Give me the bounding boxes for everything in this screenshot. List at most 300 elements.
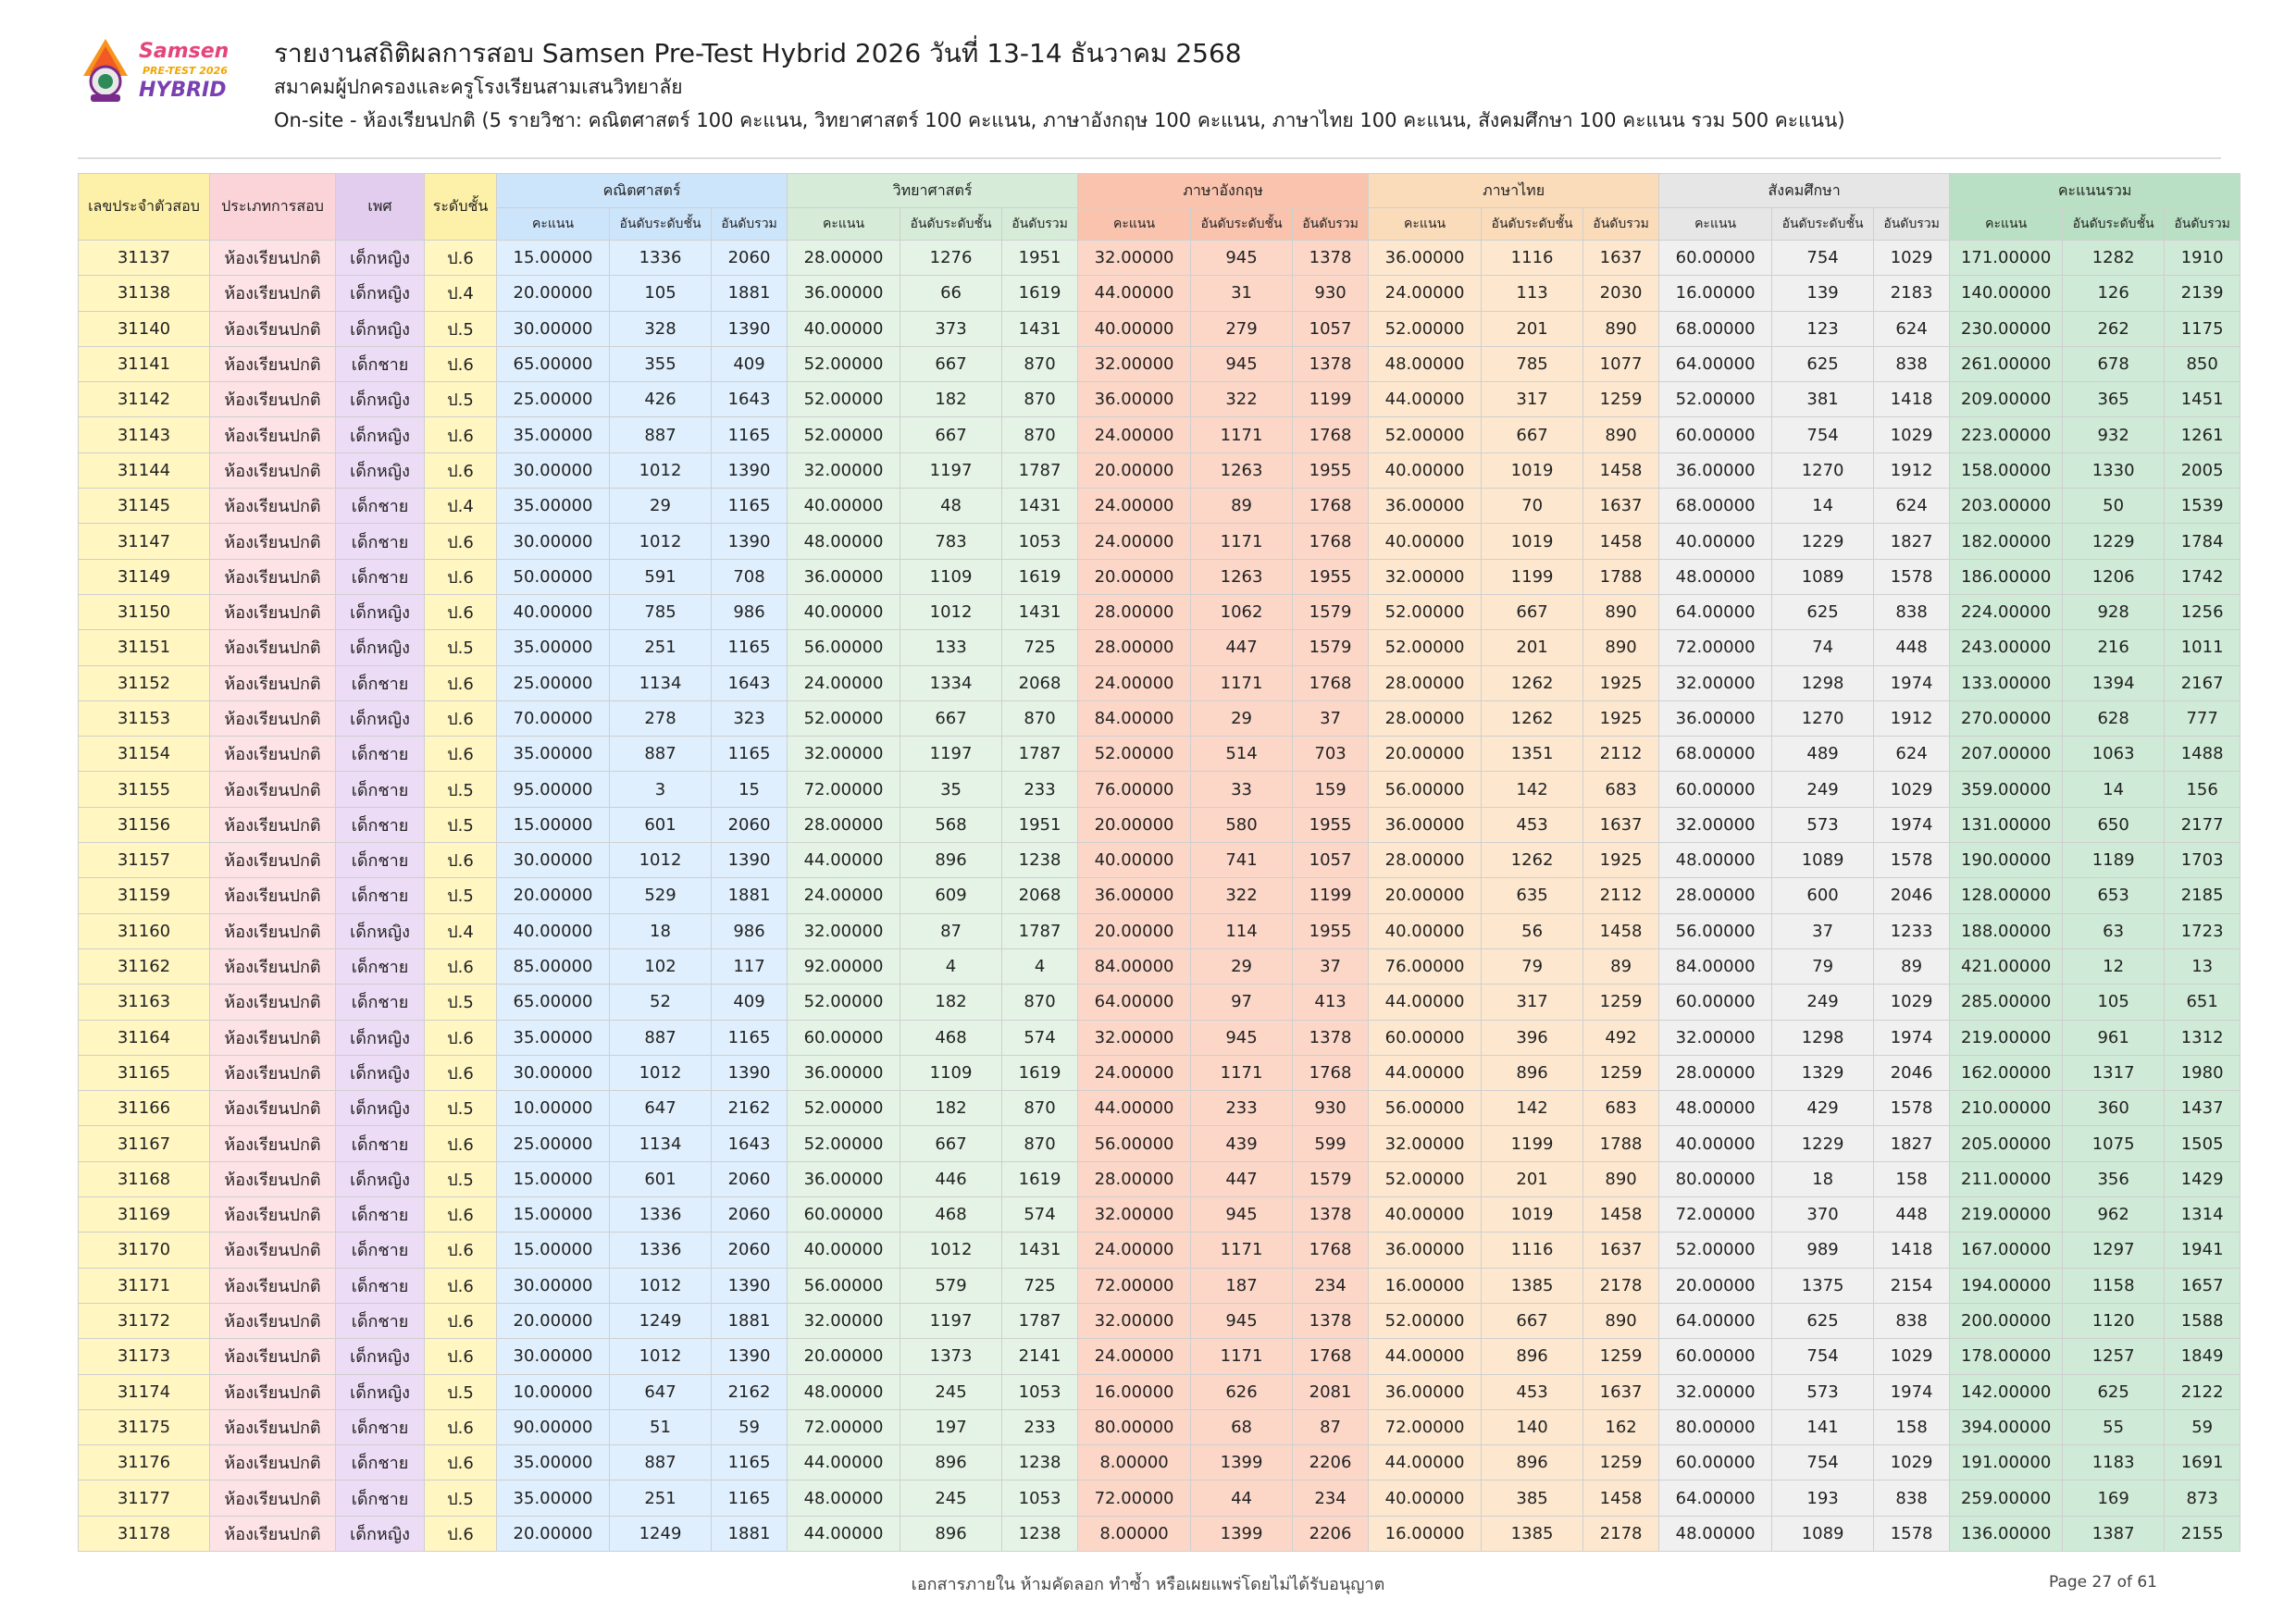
exam-id-cell: 31160 bbox=[79, 913, 210, 948]
thai-overall-rank-cell: 1458 bbox=[1583, 913, 1659, 948]
exam-id-cell: 31151 bbox=[79, 630, 210, 665]
exam-type-cell: ห้องเรียนปกติ bbox=[210, 382, 336, 417]
math-grade-rank-cell: 1012 bbox=[610, 843, 712, 878]
total-grade-rank-cell: 1063 bbox=[2063, 737, 2165, 772]
math-score-cell: 25.00000 bbox=[497, 382, 610, 417]
social-score-cell: 20.00000 bbox=[1659, 1268, 1772, 1303]
exam-id-cell: 31138 bbox=[79, 276, 210, 311]
table-row bbox=[79, 1055, 2240, 1090]
science-score-cell: 52.00000 bbox=[788, 346, 900, 381]
thai-grade-rank-cell: 1199 bbox=[1482, 1126, 1583, 1161]
english-score-cell: 20.00000 bbox=[1078, 807, 1191, 842]
thai-grade-rank-cell: 201 bbox=[1482, 311, 1583, 346]
table-row bbox=[79, 1409, 2240, 1444]
thai-score-cell: 52.00000 bbox=[1369, 1303, 1482, 1338]
header-subject-thai: ภาษาไทย bbox=[1369, 174, 1659, 208]
total-grade-rank-cell: 216 bbox=[2063, 630, 2165, 665]
science-score-cell: 32.00000 bbox=[788, 452, 900, 488]
exam-id-cell: 31150 bbox=[79, 594, 210, 629]
exam-id-cell: 31143 bbox=[79, 417, 210, 452]
thai-grade-rank-cell: 896 bbox=[1482, 1445, 1583, 1481]
thai-score-cell: 52.00000 bbox=[1369, 630, 1482, 665]
english-overall-rank-cell: 413 bbox=[1293, 985, 1369, 1020]
science-overall-rank-cell: 1053 bbox=[1002, 1481, 1078, 1516]
social-overall-rank-cell: 838 bbox=[1874, 594, 1950, 629]
math-overall-rank-cell: 2060 bbox=[712, 807, 788, 842]
math-grade-rank-cell: 1134 bbox=[610, 665, 712, 700]
social-score-cell: 60.00000 bbox=[1659, 985, 1772, 1020]
exam-type-cell: ห้องเรียนปกติ bbox=[210, 594, 336, 629]
thai-score-cell: 40.00000 bbox=[1369, 452, 1482, 488]
exam-id-cell: 31162 bbox=[79, 948, 210, 984]
gender-cell: เด็กชาย bbox=[336, 559, 425, 594]
english-score-cell: 8.00000 bbox=[1078, 1516, 1191, 1551]
social-grade-rank-cell: 754 bbox=[1772, 1339, 1874, 1374]
thai-overall-rank-cell: 890 bbox=[1583, 1303, 1659, 1338]
thai-overall-rank-cell: 2112 bbox=[1583, 737, 1659, 772]
exam-type-cell: ห้องเรียนปกติ bbox=[210, 346, 336, 381]
thai-grade-rank-cell: 1262 bbox=[1482, 843, 1583, 878]
social-score-cell: 36.00000 bbox=[1659, 700, 1772, 736]
science-overall-rank-cell: 233 bbox=[1002, 1409, 1078, 1444]
english-overall-rank-cell: 37 bbox=[1293, 948, 1369, 984]
science-grade-rank-cell: 1373 bbox=[900, 1339, 1002, 1374]
grade-cell: ป.6 bbox=[425, 1516, 497, 1551]
total-grade-rank-cell: 365 bbox=[2063, 382, 2165, 417]
science-grade-rank-cell: 4 bbox=[900, 948, 1002, 984]
math-overall-rank-cell: 1390 bbox=[712, 1268, 788, 1303]
thai-overall-rank-cell: 2030 bbox=[1583, 276, 1659, 311]
total-score-cell: 224.00000 bbox=[1950, 594, 2063, 629]
gender-cell: เด็กชาย bbox=[336, 772, 425, 807]
gender-cell: เด็กชาย bbox=[336, 1233, 425, 1268]
social-score-cell: 32.00000 bbox=[1659, 807, 1772, 842]
social-grade-rank-cell: 754 bbox=[1772, 241, 1874, 276]
total-score-cell: 421.00000 bbox=[1950, 948, 2063, 984]
math-overall-rank-cell: 1165 bbox=[712, 1481, 788, 1516]
grade-cell: ป.6 bbox=[425, 737, 497, 772]
science-grade-rank-cell: 1197 bbox=[900, 1303, 1002, 1338]
science-grade-rank-cell: 1197 bbox=[900, 737, 1002, 772]
total-grade-rank-cell: 653 bbox=[2063, 878, 2165, 913]
english-overall-rank-cell: 1955 bbox=[1293, 559, 1369, 594]
science-overall-rank-cell: 870 bbox=[1002, 1091, 1078, 1126]
english-score-cell: 84.00000 bbox=[1078, 700, 1191, 736]
math-overall-rank-cell: 1165 bbox=[712, 737, 788, 772]
math-overall-rank-cell: 986 bbox=[712, 913, 788, 948]
english-grade-rank-cell: 447 bbox=[1191, 1161, 1293, 1196]
total-overall-rank-cell: 1505 bbox=[2165, 1126, 2240, 1161]
english-overall-rank-cell: 703 bbox=[1293, 737, 1369, 772]
science-overall-rank-cell: 2068 bbox=[1002, 878, 1078, 913]
thai-overall-rank-cell: 2112 bbox=[1583, 878, 1659, 913]
social-grade-rank-cell: 1270 bbox=[1772, 452, 1874, 488]
total-score-cell: 394.00000 bbox=[1950, 1409, 2063, 1444]
exam-type-cell: ห้องเรียนปกติ bbox=[210, 559, 336, 594]
thai-score-cell: 44.00000 bbox=[1369, 382, 1482, 417]
total-grade-rank-cell: 1257 bbox=[2063, 1339, 2165, 1374]
thai-overall-rank-cell: 1637 bbox=[1583, 807, 1659, 842]
math-grade-rank-cell: 647 bbox=[610, 1091, 712, 1126]
english-grade-rank-cell: 1062 bbox=[1191, 594, 1293, 629]
social-score-cell: 32.00000 bbox=[1659, 665, 1772, 700]
science-grade-rank-cell: 48 bbox=[900, 489, 1002, 524]
english-overall-rank-cell: 1768 bbox=[1293, 665, 1369, 700]
thai-score-cell: 60.00000 bbox=[1369, 1020, 1482, 1055]
math-score-cell: 95.00000 bbox=[497, 772, 610, 807]
exam-type-cell: ห้องเรียนปกติ bbox=[210, 807, 336, 842]
english-overall-rank-cell: 1199 bbox=[1293, 878, 1369, 913]
social-score-cell: 52.00000 bbox=[1659, 382, 1772, 417]
exam-type-cell: ห้องเรียนปกติ bbox=[210, 1233, 336, 1268]
math-grade-rank-cell: 601 bbox=[610, 1161, 712, 1196]
total-overall-rank-cell: 1742 bbox=[2165, 559, 2240, 594]
total-overall-rank-cell: 1437 bbox=[2165, 1091, 2240, 1126]
gender-cell: เด็กชาย bbox=[336, 985, 425, 1020]
table-row bbox=[79, 382, 2240, 417]
english-score-cell: 76.00000 bbox=[1078, 772, 1191, 807]
math-grade-rank-cell: 1012 bbox=[610, 452, 712, 488]
social-overall-rank-cell: 2046 bbox=[1874, 878, 1950, 913]
grade-cell: ป.5 bbox=[425, 630, 497, 665]
thai-score-cell: 40.00000 bbox=[1369, 1481, 1482, 1516]
thai-grade-rank-cell: 1262 bbox=[1482, 700, 1583, 736]
subheader-total-overall-rank: อันดับรวม bbox=[2165, 208, 2240, 241]
math-overall-rank-cell: 15 bbox=[712, 772, 788, 807]
social-score-cell: 84.00000 bbox=[1659, 948, 1772, 984]
english-score-cell: 24.00000 bbox=[1078, 1339, 1191, 1374]
english-score-cell: 28.00000 bbox=[1078, 1161, 1191, 1196]
social-grade-rank-cell: 141 bbox=[1772, 1409, 1874, 1444]
social-score-cell: 60.00000 bbox=[1659, 417, 1772, 452]
social-score-cell: 32.00000 bbox=[1659, 1020, 1772, 1055]
math-overall-rank-cell: 1643 bbox=[712, 382, 788, 417]
subheader-science-score: คะแนน bbox=[788, 208, 900, 241]
table-row bbox=[79, 807, 2240, 842]
thai-overall-rank-cell: 1458 bbox=[1583, 524, 1659, 559]
grade-cell: ป.6 bbox=[425, 665, 497, 700]
table-row bbox=[79, 1233, 2240, 1268]
thai-score-cell: 52.00000 bbox=[1369, 594, 1482, 629]
total-overall-rank-cell: 2167 bbox=[2165, 665, 2240, 700]
thai-score-cell: 56.00000 bbox=[1369, 1091, 1482, 1126]
english-score-cell: 20.00000 bbox=[1078, 559, 1191, 594]
thai-overall-rank-cell: 683 bbox=[1583, 772, 1659, 807]
english-grade-rank-cell: 31 bbox=[1191, 276, 1293, 311]
science-score-cell: 52.00000 bbox=[788, 417, 900, 452]
math-score-cell: 15.00000 bbox=[497, 1233, 610, 1268]
table-row bbox=[79, 1197, 2240, 1233]
science-score-cell: 44.00000 bbox=[788, 843, 900, 878]
math-grade-rank-cell: 887 bbox=[610, 737, 712, 772]
science-score-cell: 36.00000 bbox=[788, 1055, 900, 1090]
results-table bbox=[78, 173, 2240, 1552]
english-grade-rank-cell: 945 bbox=[1191, 346, 1293, 381]
social-grade-rank-cell: 429 bbox=[1772, 1091, 1874, 1126]
exam-type-cell: ห้องเรียนปกติ bbox=[210, 417, 336, 452]
social-overall-rank-cell: 1029 bbox=[1874, 1445, 1950, 1481]
science-overall-rank-cell: 1787 bbox=[1002, 913, 1078, 948]
english-score-cell: 36.00000 bbox=[1078, 382, 1191, 417]
social-overall-rank-cell: 158 bbox=[1874, 1161, 1950, 1196]
science-score-cell: 40.00000 bbox=[788, 311, 900, 346]
social-grade-rank-cell: 370 bbox=[1772, 1197, 1874, 1233]
grade-cell: ป.5 bbox=[425, 985, 497, 1020]
math-overall-rank-cell: 1881 bbox=[712, 276, 788, 311]
grade-cell: ป.5 bbox=[425, 772, 497, 807]
table-row bbox=[79, 913, 2240, 948]
header-subject-total: คะแนนรวม bbox=[1950, 174, 2240, 208]
exam-type-cell: ห้องเรียนปกติ bbox=[210, 1161, 336, 1196]
thai-score-cell: 36.00000 bbox=[1369, 1374, 1482, 1409]
total-score-cell: 140.00000 bbox=[1950, 276, 2063, 311]
english-grade-rank-cell: 626 bbox=[1191, 1374, 1293, 1409]
thai-overall-rank-cell: 890 bbox=[1583, 1161, 1659, 1196]
math-score-cell: 40.00000 bbox=[497, 913, 610, 948]
social-grade-rank-cell: 193 bbox=[1772, 1481, 1874, 1516]
thai-grade-rank-cell: 1019 bbox=[1482, 1197, 1583, 1233]
math-overall-rank-cell: 1165 bbox=[712, 630, 788, 665]
math-grade-rank-cell: 1012 bbox=[610, 1055, 712, 1090]
thai-grade-rank-cell: 1019 bbox=[1482, 452, 1583, 488]
science-grade-rank-cell: 1012 bbox=[900, 1233, 1002, 1268]
gender-cell: เด็กชาย bbox=[336, 1445, 425, 1481]
total-grade-rank-cell: 14 bbox=[2063, 772, 2165, 807]
science-overall-rank-cell: 1951 bbox=[1002, 241, 1078, 276]
thai-score-cell: 16.00000 bbox=[1369, 1516, 1482, 1551]
math-overall-rank-cell: 2162 bbox=[712, 1374, 788, 1409]
exam-type-cell: ห้องเรียนปกติ bbox=[210, 913, 336, 948]
exam-id-cell: 31163 bbox=[79, 985, 210, 1020]
gender-cell: เด็กหญิง bbox=[336, 594, 425, 629]
subheader-thai-overall-rank: อันดับรวม bbox=[1583, 208, 1659, 241]
math-score-cell: 65.00000 bbox=[497, 985, 610, 1020]
math-score-cell: 85.00000 bbox=[497, 948, 610, 984]
math-score-cell: 30.00000 bbox=[497, 843, 610, 878]
math-overall-rank-cell: 2060 bbox=[712, 1161, 788, 1196]
math-overall-rank-cell: 1390 bbox=[712, 452, 788, 488]
english-overall-rank-cell: 1579 bbox=[1293, 630, 1369, 665]
math-overall-rank-cell: 1390 bbox=[712, 311, 788, 346]
science-grade-rank-cell: 133 bbox=[900, 630, 1002, 665]
math-score-cell: 20.00000 bbox=[497, 1516, 610, 1551]
social-score-cell: 40.00000 bbox=[1659, 1126, 1772, 1161]
social-grade-rank-cell: 625 bbox=[1772, 1303, 1874, 1338]
thai-overall-rank-cell: 1788 bbox=[1583, 559, 1659, 594]
english-overall-rank-cell: 1378 bbox=[1293, 241, 1369, 276]
exam-id-cell: 31152 bbox=[79, 665, 210, 700]
total-score-cell: 209.00000 bbox=[1950, 382, 2063, 417]
grade-cell: ป.6 bbox=[425, 1197, 497, 1233]
science-overall-rank-cell: 1431 bbox=[1002, 594, 1078, 629]
social-score-cell: 60.00000 bbox=[1659, 772, 1772, 807]
thai-grade-rank-cell: 1385 bbox=[1482, 1268, 1583, 1303]
total-score-cell: 186.00000 bbox=[1950, 559, 2063, 594]
english-grade-rank-cell: 1171 bbox=[1191, 1233, 1293, 1268]
math-overall-rank-cell: 986 bbox=[712, 594, 788, 629]
science-grade-rank-cell: 667 bbox=[900, 417, 1002, 452]
total-overall-rank-cell: 1256 bbox=[2165, 594, 2240, 629]
total-grade-rank-cell: 1394 bbox=[2063, 665, 2165, 700]
english-score-cell: 44.00000 bbox=[1078, 1091, 1191, 1126]
subheader-science-grade-rank: อันดับระดับชั้น bbox=[900, 208, 1002, 241]
grade-cell: ป.6 bbox=[425, 1233, 497, 1268]
thai-grade-rank-cell: 79 bbox=[1482, 948, 1583, 984]
math-grade-rank-cell: 251 bbox=[610, 1481, 712, 1516]
table-row bbox=[79, 1268, 2240, 1303]
exam-id-cell: 31173 bbox=[79, 1339, 210, 1374]
total-overall-rank-cell: 1011 bbox=[2165, 630, 2240, 665]
science-grade-rank-cell: 667 bbox=[900, 1126, 1002, 1161]
confidential-note: เอกสารภายใน ห้ามคัดลอก ทำซ้ำ หรือเผยแพร่โดยไม่ได้รับอนุญาต bbox=[911, 1575, 1385, 1594]
thai-grade-rank-cell: 1116 bbox=[1482, 241, 1583, 276]
exam-id-cell: 31147 bbox=[79, 524, 210, 559]
table-row bbox=[79, 559, 2240, 594]
social-grade-rank-cell: 625 bbox=[1772, 594, 1874, 629]
total-score-cell: 210.00000 bbox=[1950, 1091, 2063, 1126]
english-score-cell: 24.00000 bbox=[1078, 665, 1191, 700]
grade-cell: ป.5 bbox=[425, 878, 497, 913]
thai-score-cell: 36.00000 bbox=[1369, 241, 1482, 276]
math-overall-rank-cell: 1390 bbox=[712, 1055, 788, 1090]
english-score-cell: 24.00000 bbox=[1078, 524, 1191, 559]
science-score-cell: 56.00000 bbox=[788, 1268, 900, 1303]
exam-id-cell: 31168 bbox=[79, 1161, 210, 1196]
science-score-cell: 44.00000 bbox=[788, 1516, 900, 1551]
social-score-cell: 80.00000 bbox=[1659, 1409, 1772, 1444]
thai-overall-rank-cell: 1077 bbox=[1583, 346, 1659, 381]
thai-score-cell: 36.00000 bbox=[1369, 807, 1482, 842]
grade-cell: ป.4 bbox=[425, 913, 497, 948]
thai-grade-rank-cell: 896 bbox=[1482, 1055, 1583, 1090]
subheader-social-score: คะแนน bbox=[1659, 208, 1772, 241]
exam-type-cell: ห้องเรียนปกติ bbox=[210, 1339, 336, 1374]
science-overall-rank-cell: 1619 bbox=[1002, 559, 1078, 594]
thai-overall-rank-cell: 1788 bbox=[1583, 1126, 1659, 1161]
subheader-math-grade-rank: อันดับระดับชั้น bbox=[610, 208, 712, 241]
thai-overall-rank-cell: 1259 bbox=[1583, 1445, 1659, 1481]
english-overall-rank-cell: 1768 bbox=[1293, 524, 1369, 559]
social-overall-rank-cell: 1912 bbox=[1874, 452, 1950, 488]
social-grade-rank-cell: 14 bbox=[1772, 489, 1874, 524]
exam-id-cell: 31159 bbox=[79, 878, 210, 913]
exam-type-cell: ห้องเรียนปกติ bbox=[210, 241, 336, 276]
english-score-cell: 24.00000 bbox=[1078, 1233, 1191, 1268]
logo-word-hybrid: HYBRID bbox=[139, 79, 227, 102]
social-overall-rank-cell: 1029 bbox=[1874, 1339, 1950, 1374]
exam-id-cell: 31144 bbox=[79, 452, 210, 488]
exam-type-cell: ห้องเรียนปกติ bbox=[210, 1020, 336, 1055]
thai-overall-rank-cell: 1259 bbox=[1583, 1055, 1659, 1090]
exam-type-cell: ห้องเรียนปกติ bbox=[210, 1445, 336, 1481]
total-score-cell: 182.00000 bbox=[1950, 524, 2063, 559]
science-score-cell: 48.00000 bbox=[788, 1481, 900, 1516]
science-score-cell: 28.00000 bbox=[788, 807, 900, 842]
total-score-cell: 230.00000 bbox=[1950, 311, 2063, 346]
thai-overall-rank-cell: 890 bbox=[1583, 594, 1659, 629]
header-subject-social: สังคมศึกษา bbox=[1659, 174, 1950, 208]
math-grade-rank-cell: 18 bbox=[610, 913, 712, 948]
subheader-english-grade-rank: อันดับระดับชั้น bbox=[1191, 208, 1293, 241]
math-score-cell: 25.00000 bbox=[497, 665, 610, 700]
social-score-cell: 28.00000 bbox=[1659, 878, 1772, 913]
science-grade-rank-cell: 896 bbox=[900, 843, 1002, 878]
math-score-cell: 30.00000 bbox=[497, 311, 610, 346]
english-overall-rank-cell: 1955 bbox=[1293, 913, 1369, 948]
english-overall-rank-cell: 87 bbox=[1293, 1409, 1369, 1444]
science-grade-rank-cell: 579 bbox=[900, 1268, 1002, 1303]
social-overall-rank-cell: 1974 bbox=[1874, 1374, 1950, 1409]
social-grade-rank-cell: 489 bbox=[1772, 737, 1874, 772]
english-score-cell: 72.00000 bbox=[1078, 1481, 1191, 1516]
exam-id-cell: 31171 bbox=[79, 1268, 210, 1303]
science-overall-rank-cell: 870 bbox=[1002, 346, 1078, 381]
social-score-cell: 48.00000 bbox=[1659, 559, 1772, 594]
total-overall-rank-cell: 850 bbox=[2165, 346, 2240, 381]
social-grade-rank-cell: 625 bbox=[1772, 346, 1874, 381]
total-score-cell: 191.00000 bbox=[1950, 1445, 2063, 1481]
math-overall-rank-cell: 708 bbox=[712, 559, 788, 594]
science-grade-rank-cell: 373 bbox=[900, 311, 1002, 346]
exam-id-cell: 31167 bbox=[79, 1126, 210, 1161]
english-grade-rank-cell: 945 bbox=[1191, 1020, 1293, 1055]
exam-type-cell: ห้องเรียนปกติ bbox=[210, 452, 336, 488]
social-score-cell: 16.00000 bbox=[1659, 276, 1772, 311]
science-overall-rank-cell: 574 bbox=[1002, 1197, 1078, 1233]
total-grade-rank-cell: 1282 bbox=[2063, 241, 2165, 276]
total-overall-rank-cell: 1784 bbox=[2165, 524, 2240, 559]
table-row bbox=[79, 1161, 2240, 1196]
social-grade-rank-cell: 37 bbox=[1772, 913, 1874, 948]
gender-cell: เด็กชาย bbox=[336, 524, 425, 559]
table-row bbox=[79, 489, 2240, 524]
exam-type-cell: ห้องเรียนปกติ bbox=[210, 1268, 336, 1303]
grade-cell: ป.5 bbox=[425, 807, 497, 842]
table-row bbox=[79, 524, 2240, 559]
exam-id-cell: 31177 bbox=[79, 1481, 210, 1516]
total-overall-rank-cell: 59 bbox=[2165, 1409, 2240, 1444]
math-grade-rank-cell: 102 bbox=[610, 948, 712, 984]
math-overall-rank-cell: 409 bbox=[712, 985, 788, 1020]
math-score-cell: 35.00000 bbox=[497, 489, 610, 524]
social-score-cell: 64.00000 bbox=[1659, 1303, 1772, 1338]
math-overall-rank-cell: 1643 bbox=[712, 665, 788, 700]
total-score-cell: 203.00000 bbox=[1950, 489, 2063, 524]
thai-grade-rank-cell: 785 bbox=[1482, 346, 1583, 381]
english-score-cell: 84.00000 bbox=[1078, 948, 1191, 984]
english-score-cell: 36.00000 bbox=[1078, 878, 1191, 913]
table-row bbox=[79, 948, 2240, 984]
gender-cell: เด็กชาย bbox=[336, 807, 425, 842]
total-score-cell: 359.00000 bbox=[1950, 772, 2063, 807]
math-score-cell: 15.00000 bbox=[497, 1161, 610, 1196]
subheader-math-score: คะแนน bbox=[497, 208, 610, 241]
social-overall-rank-cell: 1029 bbox=[1874, 772, 1950, 807]
thai-grade-rank-cell: 667 bbox=[1482, 1303, 1583, 1338]
total-overall-rank-cell: 1657 bbox=[2165, 1268, 2240, 1303]
science-overall-rank-cell: 1431 bbox=[1002, 489, 1078, 524]
thai-score-cell: 36.00000 bbox=[1369, 489, 1482, 524]
gender-cell: เด็กชาย bbox=[336, 948, 425, 984]
total-overall-rank-cell: 1488 bbox=[2165, 737, 2240, 772]
math-grade-rank-cell: 591 bbox=[610, 559, 712, 594]
thai-score-cell: 40.00000 bbox=[1369, 1197, 1482, 1233]
total-overall-rank-cell: 873 bbox=[2165, 1481, 2240, 1516]
total-grade-rank-cell: 1229 bbox=[2063, 524, 2165, 559]
thai-grade-rank-cell: 385 bbox=[1482, 1481, 1583, 1516]
total-score-cell: 188.00000 bbox=[1950, 913, 2063, 948]
thai-overall-rank-cell: 1637 bbox=[1583, 1233, 1659, 1268]
